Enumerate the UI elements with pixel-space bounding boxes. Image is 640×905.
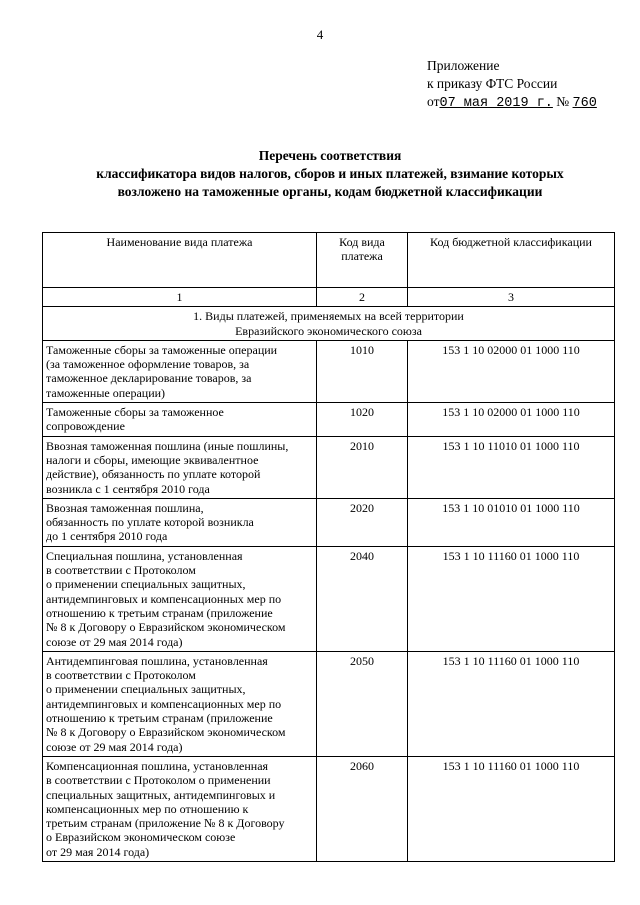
annex-number-label: № xyxy=(556,94,570,109)
section-heading xyxy=(43,307,615,341)
column-number: 2 xyxy=(317,288,408,307)
payment-name-line: в соответствии с Протоколом xyxy=(46,668,196,683)
budget-code-cell: 153 1 10 02000 01 1000 110 xyxy=(408,403,615,437)
payment-name-line: № 8 к Договору о Евразийском экономическом xyxy=(46,620,286,635)
payment-name-line: Антидемпинговая пошлина, установленная xyxy=(46,653,268,668)
column-number-row xyxy=(43,288,615,307)
payment-name-line: от 29 мая 2014 года) xyxy=(46,844,150,859)
payment-name-line: союзе от 29 мая 2014 года) xyxy=(46,634,183,649)
header-code-line-2: платежа xyxy=(341,249,383,264)
payment-name-cell xyxy=(43,498,317,546)
title-line-3: возложено на таможенные органы, кодам бюджетной классификации xyxy=(117,184,543,199)
table-body xyxy=(43,340,615,861)
annex-date-line xyxy=(427,93,597,113)
payment-name-line: Ввозная таможенная пошлина, xyxy=(46,500,204,515)
payment-name-line: специальных защитных, антидемпинговых и xyxy=(46,787,276,802)
payment-name-line: в соответствии с Протоколом xyxy=(46,563,196,578)
table-row xyxy=(43,340,615,402)
payment-name-cell xyxy=(43,340,317,402)
payment-name-line: отношению к третьим странам (приложение xyxy=(46,711,273,726)
payment-name-line: обязанность по уплате которой возникла xyxy=(46,515,254,530)
payment-name-line: о применении специальных защитных, xyxy=(46,577,246,592)
payment-name-line: третьим странам (приложение № 8 к Договору xyxy=(46,816,285,831)
payment-name-line: таможенное декларирование товаров, за xyxy=(46,371,252,386)
table-row xyxy=(43,756,615,861)
payment-name-line: Таможенные сборы за таможенные операции xyxy=(46,342,278,357)
payment-name-cell xyxy=(43,546,317,651)
payment-name-line: компенсационных мер по отношению к xyxy=(46,801,249,816)
title-line-2: классификатора видов налогов, сборов и иных платежей, взимание которых xyxy=(96,166,564,181)
table-row xyxy=(43,436,615,498)
payment-name-line: до 1 сентября 2010 года xyxy=(46,529,168,544)
payment-name-line: возникла с 1 сентября 2010 года xyxy=(46,481,210,496)
annex-date: 07 мая 2019 г. xyxy=(439,96,553,111)
payment-name-line: (за таможенное оформление товаров, за xyxy=(46,357,250,372)
annex-from-label: от xyxy=(427,94,440,109)
payment-name-line: отношению к третьим странам (приложение xyxy=(46,605,273,620)
payment-name-line: союзе от 29 мая 2014 года) xyxy=(46,739,183,754)
payment-name-line: № 8 к Договору о Евразийском экономическом xyxy=(46,725,286,740)
payment-name-cell xyxy=(43,436,317,498)
column-number: 3 xyxy=(408,288,615,307)
page-number: 4 xyxy=(316,27,324,42)
budget-code-cell: 153 1 10 11160 01 1000 110 xyxy=(408,546,615,651)
header-name: Наименование вида платежа xyxy=(43,233,317,288)
table-row xyxy=(43,546,615,651)
payment-name-line: в соответствии с Протоколом о применении xyxy=(46,773,271,788)
annex-block xyxy=(427,57,597,113)
payment-name-line: сопровождение xyxy=(46,419,125,434)
payment-code-cell: 2010 xyxy=(317,436,408,498)
payment-code-cell: 2050 xyxy=(317,651,408,756)
payment-name-cell xyxy=(43,756,317,861)
payment-code-cell: 2060 xyxy=(317,756,408,861)
table-row xyxy=(43,498,615,546)
payment-code-cell: 2040 xyxy=(317,546,408,651)
budget-code-cell: 153 1 10 11160 01 1000 110 xyxy=(408,651,615,756)
payment-name-cell xyxy=(43,403,317,437)
budget-code-cell: 153 1 10 02000 01 1000 110 xyxy=(408,340,615,402)
header-kbk: Код бюджетной классификации xyxy=(408,233,615,288)
section-heading-line-2: Евразийского экономического союза xyxy=(235,323,422,338)
payment-name-line: антидемпинговых и компенсационных мер по xyxy=(46,591,282,606)
payment-code-cell: 2020 xyxy=(317,498,408,546)
annex-number: 760 xyxy=(572,96,597,111)
header-code xyxy=(317,233,408,288)
payment-name-line: таможенные операции) xyxy=(46,385,166,400)
document-title xyxy=(60,147,600,201)
table-row xyxy=(43,403,615,437)
annex-order-ref: к приказу ФТС России xyxy=(427,76,558,91)
payment-code-cell: 1020 xyxy=(317,403,408,437)
table-row xyxy=(43,651,615,756)
annex-title: Приложение xyxy=(427,58,500,73)
payment-name-cell xyxy=(43,651,317,756)
payment-code-cell: 1010 xyxy=(317,340,408,402)
payment-name-line: налоги и сборы, имеющие эквивалентное xyxy=(46,452,259,467)
payment-name-line: Таможенные сборы за таможенное xyxy=(46,405,224,420)
column-number: 1 xyxy=(43,288,317,307)
title-line-1: Перечень соответствия xyxy=(258,148,402,163)
budget-code-cell: 153 1 10 11160 01 1000 110 xyxy=(408,756,615,861)
payment-name-line: антидемпинговых и компенсационных мер по xyxy=(46,696,282,711)
table-header-row xyxy=(43,233,615,288)
section-heading-line-1: 1. Виды платежей, применяемых на всей территории xyxy=(193,309,464,324)
classifier-table xyxy=(42,232,615,862)
payment-name-line: Компенсационная пошлина, установленная xyxy=(46,758,269,773)
payment-name-line: Специальная пошлина, установленная xyxy=(46,548,243,563)
payment-name-line: Ввозная таможенная пошлина (иные пошлины, xyxy=(46,438,289,453)
payment-name-line: о Евразийском экономическом союзе xyxy=(46,830,236,845)
payment-name-line: о применении специальных защитных, xyxy=(46,682,246,697)
budget-code-cell: 153 1 10 11010 01 1000 110 xyxy=(408,436,615,498)
header-code-line-1: Код вида xyxy=(339,235,385,249)
budget-code-cell: 153 1 10 01010 01 1000 110 xyxy=(408,498,615,546)
section-row xyxy=(43,307,615,341)
payment-name-line: действие), обязанность по уплате которой xyxy=(46,467,261,482)
